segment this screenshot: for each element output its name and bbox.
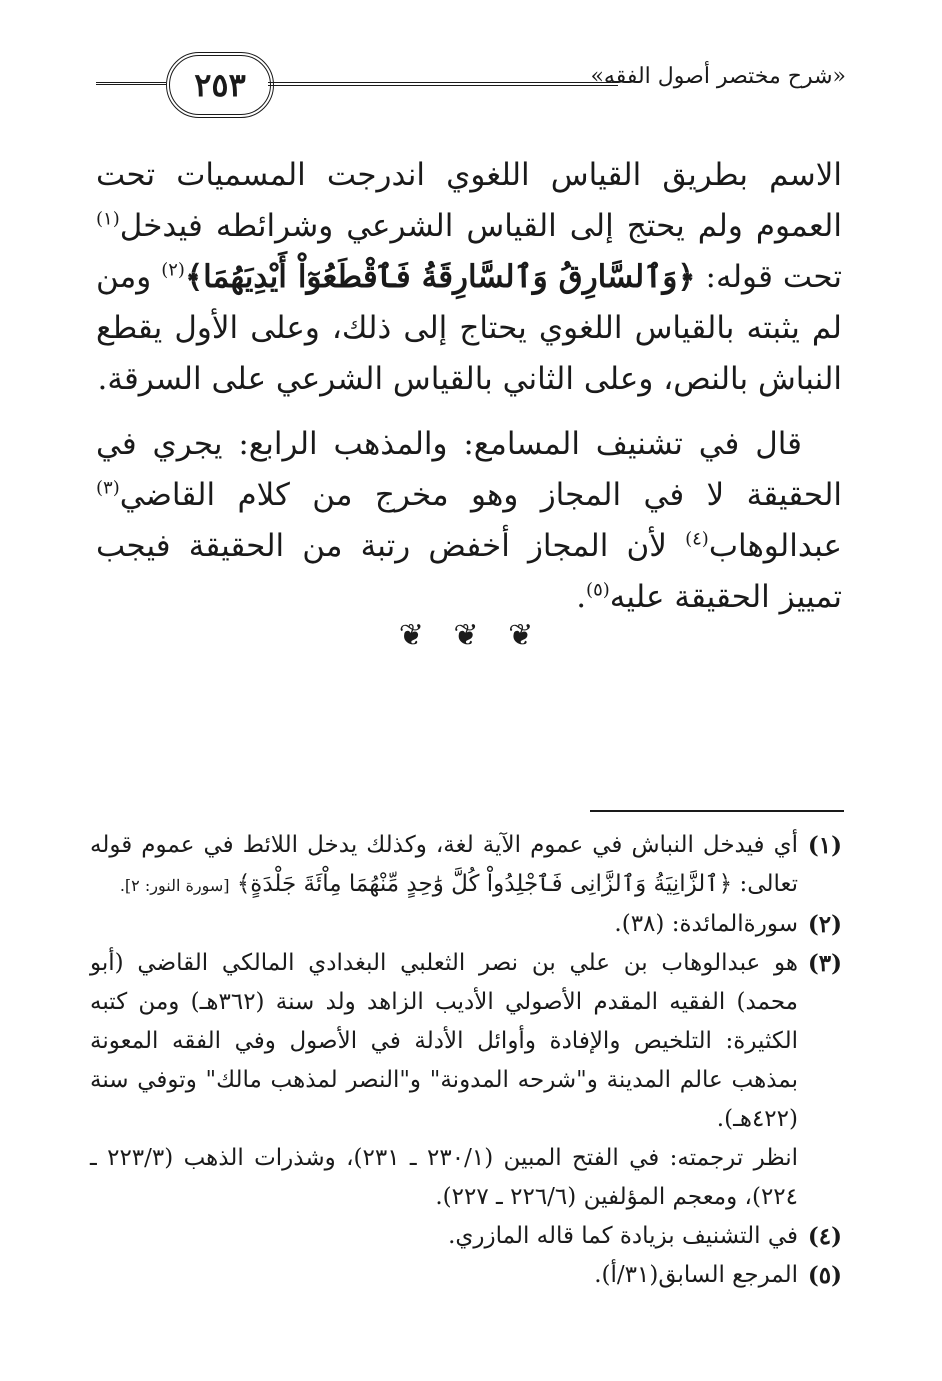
- footnote-3: [90, 944, 842, 1139]
- paragraph-2-text-c: لأن المجاز أخفض رتبة من الحقيقة فيجب تمييز الحقيقة عليه: [96, 528, 842, 615]
- paragraph-2-text-b: عبدالوهاب: [708, 528, 842, 564]
- footnote-2-text: سورةالمائدة: (٣٨).: [614, 911, 798, 937]
- footnote-ref-5: (٥): [586, 579, 610, 601]
- footnote-1-text: أي فيدخل النباش في عموم الآية لغة، وكذلك يدخل اللائط في عموم قوله تعالى: ﴿ٱلزَّانِيَةُ وَٱلزَّانِى فَٱجْلِدُواْ كُلَّ وَٰحِدٍ مِّنْهُمَا مِاْئَةَ جَلْدَةٍ﴾: [90, 832, 798, 897]
- page-number-badge: [166, 52, 274, 118]
- paragraph-1-line-3b: ومن لم يثبته بالقياس: [96, 259, 843, 346]
- page-header: [96, 52, 846, 122]
- footnote-number: (٣): [807, 950, 842, 977]
- footnote-ref-4: (٤): [685, 528, 709, 550]
- page-number: ٢٥٣: [194, 66, 246, 104]
- paragraph-1-line-2a: ولم يحتج إلى القياس الشرعي وشرائطه فيدخل: [119, 208, 743, 244]
- footnote-4-text: في التشنيف بزيادة كما قاله المازري.: [448, 1223, 798, 1249]
- section-ornament: ❦ ❦ ❦: [398, 618, 544, 653]
- header-rule-middle: [268, 82, 618, 86]
- footnote-5-text: المرجع السابق(٣١/أ).: [594, 1262, 798, 1288]
- main-text: [96, 150, 842, 637]
- paragraph-1-line-4: اللغوي يحتاج إلى ذلك، وعلى الأول يقطع النباش بالنص، وعلى: [96, 310, 842, 397]
- paragraph-2-text-d: .: [576, 579, 587, 615]
- paragraph-1-line-1: الاسم بطريق القياس اللغوي اندرجت المسميات تحت العموم: [96, 157, 842, 244]
- header-rule-left: [96, 82, 166, 85]
- footnote-3-continuation: [90, 1139, 842, 1217]
- footnote-5: [90, 1256, 842, 1295]
- paragraph-1-line-5: الثاني بالقياس الشرعي على السرقة.: [97, 361, 574, 397]
- footnote-number: (٤): [807, 1223, 842, 1250]
- paragraph-1-line-2b: تحت قوله:: [705, 259, 842, 295]
- footnote-separator: [590, 810, 844, 812]
- footnote-1-citation: [سورة النور: ٢].: [119, 876, 230, 895]
- footnote-ref-3: (٣): [96, 477, 120, 499]
- footnote-number: (٢): [807, 911, 842, 938]
- footnote-ref-1: (١): [96, 208, 120, 230]
- footnote-number: (١): [807, 832, 842, 859]
- paragraph-2: [96, 419, 842, 623]
- footnote-number: (٥): [807, 1262, 842, 1289]
- footnote-2: [90, 905, 842, 944]
- paragraph-1: [96, 150, 842, 405]
- footnote-3-sources: انظر ترجمته: في الفتح المبين (٢٣٠/١ ـ ٢٣١)، وشذرات الذهب (٢٢٣/٣ ـ ٢٢٤)، ومعجم المؤلفين (٢٢٦/٦ ـ ٢٢٧).: [90, 1145, 798, 1210]
- running-title: «شرح مختصر أصول الفقه»: [590, 64, 846, 89]
- footnote-3-text: هو عبدالوهاب بن علي بن نصر الثعلبي البغدادي المالكي القاضي (أبو محمد) الفقيه المقدم الأصولي الأديب الزاهد ولد سنة (٣٦٢هـ) ومن كتبه الكثيرة: التلخيص والإفادة وأوائل الأدلة في الأصول وفي الفقه المعونة بمذهب عالم المدينة و"شرحه المدونة" و"النصر لمذهب مالك" وتوفي سنة (٤٢٢هـ).: [90, 950, 799, 1132]
- footnote-4: [90, 1217, 842, 1256]
- footnote-ref-2: (٢): [161, 259, 185, 281]
- paragraph-2-text-a: قال في تشنيف المسامع: والمذهب الرابع: يجري في الحقيقة لا في المجاز وهو مخرج من كلام القاضي: [96, 426, 842, 513]
- footnote-text: [90, 826, 798, 905]
- quran-verse: ﴿وَٱلسَّارِقُ وَٱلسَّارِقَةُ فَٱقْطَعُوٓاْ أَيْدِيَهُمَا﴾: [184, 259, 696, 295]
- footnote-1: [90, 826, 842, 905]
- footnotes: [90, 826, 842, 1295]
